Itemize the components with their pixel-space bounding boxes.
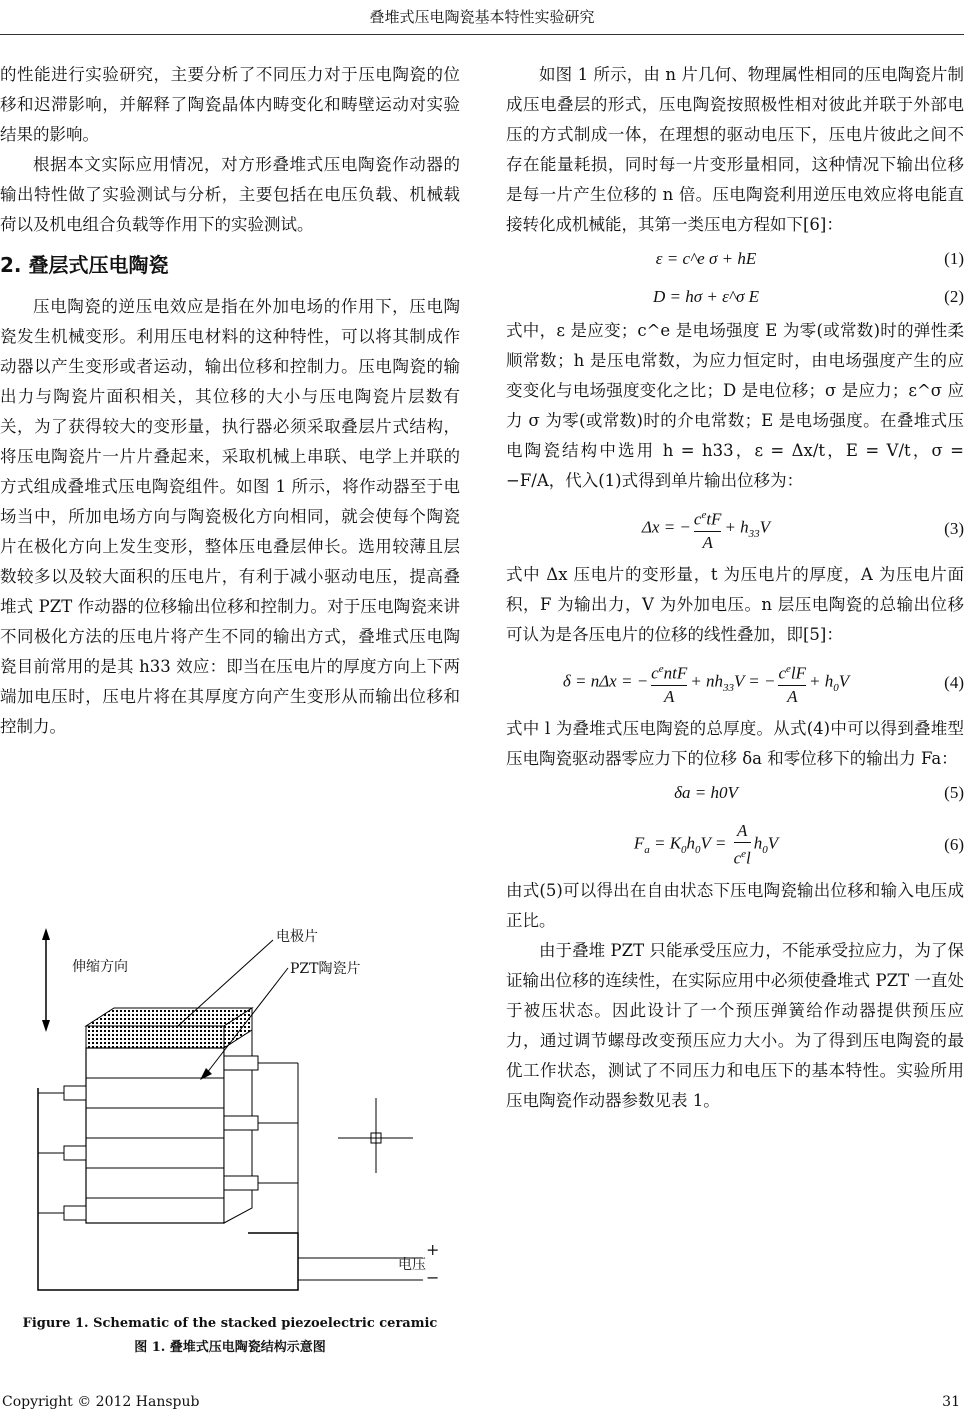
paragraph: 根据本文实际应用情况，对方形叠堆式压电陶瓷作动器的输出特性做了实验测试与分析，主要包括在电压负载、机械载荷以及机电组合负载等作用下的实验测试。 (0, 155, 460, 234)
label-electrode: 电极片 (276, 929, 318, 945)
equation-body: δ = nΔx = − $\frac{c^entF}{A}$ + $nh_{33}V$ = − $\frac{c^elF}{A}$ + $h_0V$ (506, 658, 906, 708)
equation-number: (6) (944, 835, 964, 854)
page-number: 31 (942, 1394, 960, 1410)
equation-4 (506, 650, 964, 714)
paragraph: 式中，ε 是应变；c^e 是电场强度 E 为零(或常数)时的弹性柔顺常数；h 是压电常数，为应力恒定时，由电场强度产生的应变变化与电场强度变化之比；D 是电位移；σ 是应力；ε^σ 应力 σ 为零(或常数)时的介电常数；E 是电场强度。在叠堆式压电陶瓷结构中选用 h = h33，ε = Δx/t，E = V/t，σ = −F/A，代入(1)式得到单片输出位移为： (506, 321, 964, 490)
equation-body: ε = c^e σ + hE (655, 249, 757, 268)
copyright: Copyright © 2012 Hanspub (2, 1394, 200, 1410)
label-pzt: PZT陶瓷片 (290, 961, 361, 977)
paragraph: 式中 l 为叠堆式压电陶瓷的总厚度。从式(4)中可以得到叠堆型压电陶瓷驱动器零应力下的位移 δa 和零位移下的输出力 Fa： (506, 719, 964, 768)
equation-number: (5) (944, 783, 964, 802)
paragraph: 由于叠堆 PZT 只能承受压应力，不能承受拉应力，为了保证输出位移的连续性，在实际应用中必须使叠堆式 PZT 一直处于被压状态。因此设计了一个预压弹簧给作动器提供预压应力，通过调节螺母改变预压应力大小。为了得到压电陶瓷的最优工作状态，测试了不同压力和电压下的基本特性。实验所用压电陶瓷作动器参数见表 1。 (506, 941, 964, 1110)
extend-direction-arrow (42, 928, 50, 1032)
paragraph: 如图 1 所示，由 n 片几何、物理属性相同的压电陶瓷片制成压电叠层的形式，压电陶瓷按照极性相对彼此并联于外部电压的方式制成一体，在理想的驱动电压下，压电片彼此之间不存在能量耗损，同时每一片变形量相同，这种情况下输出位移是每一片产生位移的 n 倍。压电陶瓷利用逆压电效应将电能直接转化成机械能，其第一类压电方程如下[6]： (506, 65, 964, 234)
minus-terminal: − (426, 1268, 440, 1287)
crosshair-mark (338, 1098, 413, 1173)
section-heading: 2. 叠层式压电陶瓷 (0, 253, 169, 277)
equation-body: δa = h0V (674, 783, 738, 802)
running-header: 叠堆式压电陶瓷基本特性实验研究 (369, 8, 595, 26)
equation-6 (506, 812, 964, 876)
figure-1 (28, 918, 448, 1303)
paragraph: 由式(5)可以得出在自由状态下压电陶瓷输出位移和输入电压成正比。 (506, 881, 964, 930)
paragraph: 的性能进行实验研究，主要分析了不同压力对于压电陶瓷的位移和迟滞影响，并解释了陶瓷晶体内畴变化和畴壁运动对实验结果的影响。 (0, 65, 460, 144)
equation-number: (2) (944, 287, 964, 306)
equation-body: $F_a = K_0h_0V$ = $\frac{A}{c^el}$ $h_0V$ (633, 821, 779, 868)
equation-body: Δx = − $\frac{c^etF}{A}$ + $h_{33}V$ (506, 504, 906, 554)
figure-caption-cn: 图 1. 叠堆式压电陶瓷结构示意图 (134, 1340, 326, 1355)
equation-2 (506, 278, 964, 316)
equation-body: D = hσ + ε^σ E (653, 287, 759, 306)
equation-number: (1) (944, 249, 964, 268)
plus-terminal: + (426, 1240, 440, 1259)
left-column (0, 60, 460, 742)
equation-5 (506, 774, 964, 812)
equation-number: (3) (944, 519, 964, 538)
paragraph: 压电陶瓷的逆压电效应是指在外加电场的作用下，压电陶瓷发生机械变形。利用压电材料的这种特性，可以将其制成作动器以产生变形或者运动，输出位移和控制力。压电陶瓷的输出力与陶瓷片面积相关，其位移的大小与压电陶瓷片层数有关，为了获得较大的变形量，执行器必须采取叠层片式结构，将压电陶瓷片一片片叠起来，采取机械上串联、电学上并联的方式组成叠堆式压电陶瓷组件。如图 1 所示，将作动器至于电场当中，所加电场方向与陶瓷极化方向相同，就会使每个陶瓷片在极化方向上发生变形，整体压电叠层伸长。选用较薄且层数较多以及较大面积的压电片，有利于减小驱动电压，提高叠堆式 PZT 作动器的位移输出位移和控制力。对于压电陶瓷来讲不同极化方法的压电片将产生不同的输出方式，叠堆式压电陶瓷目前常用的是其 h33 效应：即当在压电片的厚度方向上下两端加电压时，压电片将在其厚度方向产生变形从而输出位移和控制力。 (0, 297, 460, 736)
paragraph: 式中 Δx 压电片的变形量，t 为压电片的厚度，A 为压电片面积，F 为输出力，V 为外加电压。n 层压电陶瓷的总输出位移可认为是各压电片的位移的线性叠加，即[5]： (506, 565, 964, 644)
figure-caption-en: Figure 1. Schematic of the stacked piezoelectric ceramic (22, 1316, 438, 1331)
piezo-stack (38, 1030, 298, 1233)
label-voltage: 电压 (398, 1257, 426, 1273)
right-column (506, 60, 964, 1116)
equation-1 (506, 240, 964, 278)
equation-number: (4) (944, 673, 964, 692)
header-rule (0, 34, 964, 35)
equation-3 (506, 496, 964, 560)
label-extend-direction: 伸缩方向 (72, 959, 128, 975)
